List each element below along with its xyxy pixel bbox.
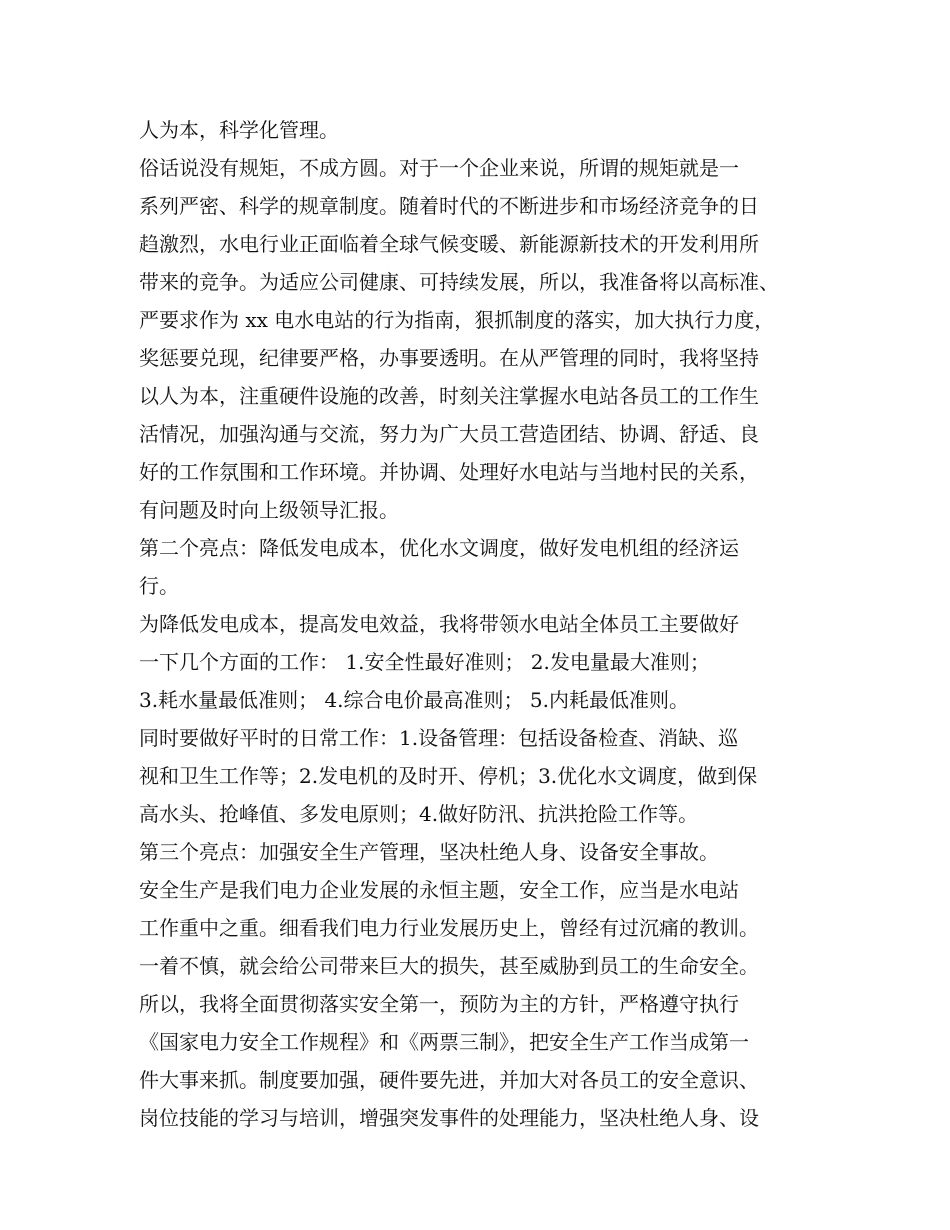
text-line: 《国家电力安全工作规程》和《两票三制》，把安全生产工作当成第一 [139, 1030, 749, 1054]
text-line: 为降低发电成本，提高发电效益，我将带领水电站全体员工主要做好 [139, 612, 739, 636]
text-line: 有问题及时向上级领导汇报。 [139, 498, 399, 522]
text-line: 俗话说没有规矩，不成方圆。对于一个企业来说，所谓的规矩就是一 [139, 156, 739, 180]
text-line: 高水头、抢峰值、多发电原则；4.做好防汛、抗洪抢险工作等。 [139, 802, 699, 826]
text-line: 一着不慎，就会给公司带来巨大的损失，甚至威胁到员工的生命安全。 [139, 954, 759, 978]
text-line: 好的工作氛围和工作环境。并协调、处理好水电站与当地村民的关系， [139, 460, 759, 484]
text-line: 岗位技能的学习与培训，增强突发事件的处理能力，坚决杜绝人身、设 [139, 1106, 759, 1130]
text-line: 同时要做好平时的日常工作：1.设备管理：包括设备检查、消缺、巡 [139, 726, 739, 750]
text-line: 安全生产是我们电力企业发展的永恒主题，安全工作，应当是水电站 [139, 878, 739, 902]
text-line: 工作重中之重。细看我们电力行业发展历史上，曾经有过沉痛的教训。 [139, 916, 759, 940]
text-line: 视和卫生工作等；2.发电机的及时开、停机；3.优化水文调度，做到保 [139, 764, 758, 788]
text-line: 趋激烈，水电行业正面临着全球气候变暖、新能源新技术的开发利用所 [139, 232, 759, 256]
text-line: 所以，我将全面贯彻落实安全第一，预防为主的方针，严格遵守执行 [139, 992, 739, 1016]
text-line: 件大事来抓。制度要加强，硬件要先进，并加大对各员工的安全意识、 [139, 1068, 759, 1092]
text-line: 第三个亮点：加强安全生产管理，坚决杜绝人身、设备安全事故。 [139, 840, 719, 864]
text-line: 带来的竞争。为适应公司健康、可持续发展，所以，我准备将以高标准、 [139, 270, 779, 294]
text-line: 行。 [139, 574, 179, 598]
text-line: 以人为本，注重硬件设施的改善，时刻关注掌握水电站各员工的工作生 [139, 384, 759, 408]
text-line: 奖惩要兑现，纪律要严格，办事要透明。在从严管理的同时，我将坚持 [139, 346, 759, 370]
text-line: 活情况，加强沟通与交流，努力为广大员工营造团结、协调、舒适、良 [139, 422, 759, 446]
text-line: 3.耗水量最低准则； 4.综合电价最高准则； 5.内耗最低准则。 [139, 688, 689, 712]
text-line: 一下几个方面的工作： 1.安全性最好准则； 2.发电量最大准则； [139, 650, 710, 674]
text-line: 人为本，科学化管理。 [139, 118, 339, 142]
text-line: 系列严密、科学的规章制度。随着时代的不断进步和市场经济竞争的日 [139, 194, 759, 218]
document-body [139, 111, 819, 1137]
text-line: 严要求作为 xx 电水电站的行为指南，狠抓制度的落实，加大执行力度， [139, 308, 775, 332]
text-line: 第二个亮点：降低发电成本，优化水文调度，做好发电机组的经济运 [139, 536, 739, 560]
